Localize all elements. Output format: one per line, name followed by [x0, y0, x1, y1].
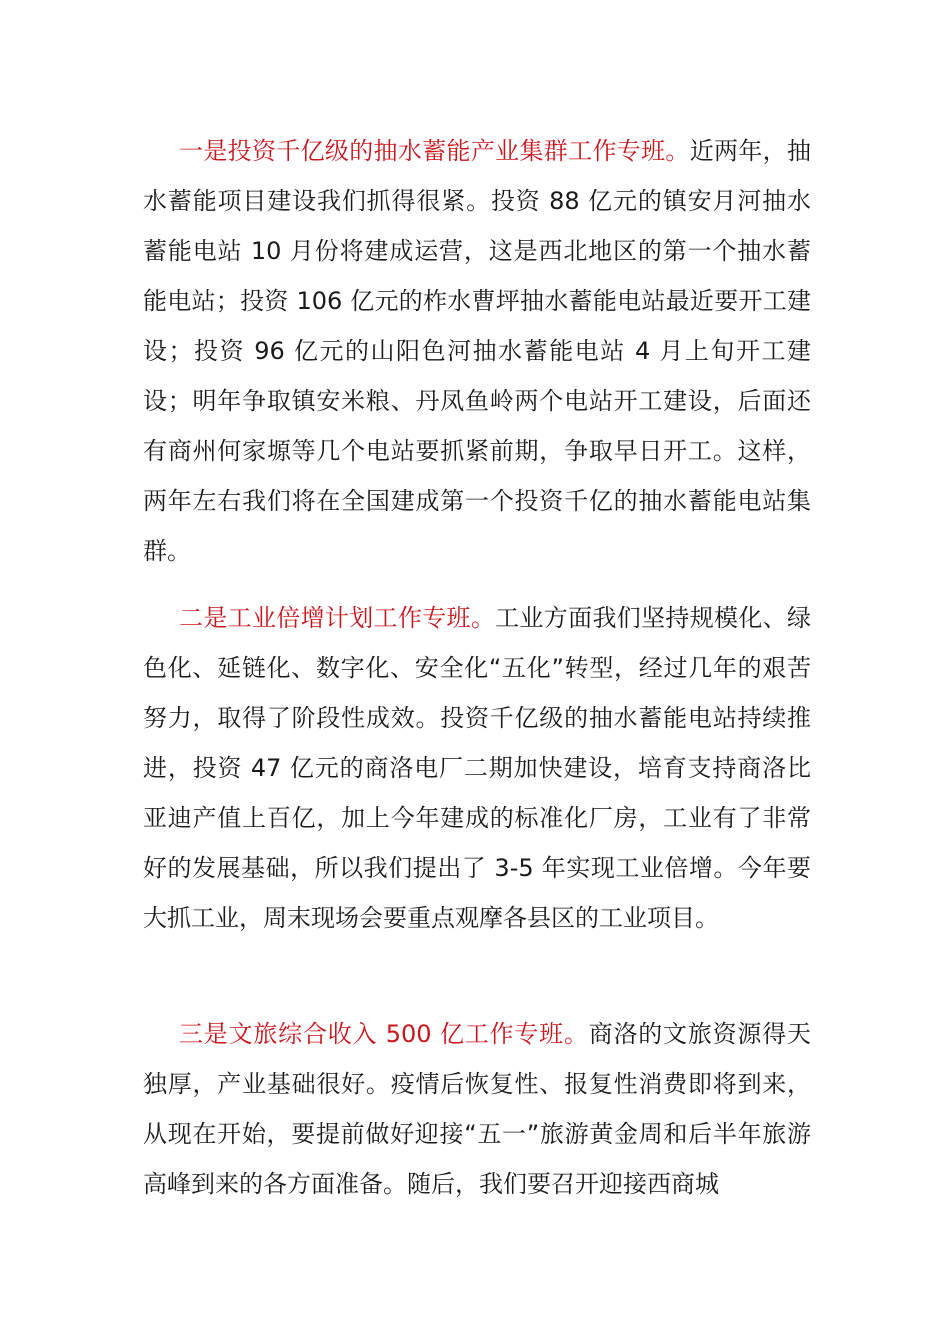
paragraph-heading: 三是文旅综合收入 500 亿工作专班。: [179, 1020, 589, 1048]
paragraph-body: 工业方面我们坚持规模化、绿色化、延链化、数字化、安全化“五化”转型，经过几年的艰苦努力，取得了阶段性成效。投资千亿级的抽水蓄能电站持续推进，投资 47 亿元的商洛电厂二期加快建设，培育支持商洛比亚迪产值上百亿，加上今年建成的标准化厂房，工业有了非常好的发展基础，所以我们提出了 3-5 年实现工业倍增。今年要大抓工业，周末现场会要重点观摩各县区的工业项目。: [143, 604, 812, 932]
paragraph-culture-tourism: [143, 1009, 811, 1209]
paragraph-pumped-storage: [143, 126, 811, 576]
paragraph-body: 商洛的文旅资源得天独厚，产业基础很好。疫情后恢复性、报复性消费即将到来，从现在开始，要提前做好迎接“五一”旅游黄金周和后半年旅游高峰到来的各方面准备。随后，我们要召开迎接西商城: [143, 1020, 811, 1198]
paragraph-heading: 二是工业倍增计划工作专班。: [179, 604, 496, 632]
paragraph-heading: 一是投资千亿级的抽水蓄能产业集群工作专班。: [179, 137, 690, 165]
paragraph-industry-doubling: [143, 593, 811, 943]
paragraph-body: 近两年，抽水蓄能项目建设我们抓得很紧。投资 88 亿元的镇安月河抽水蓄能电站 10 月份将建成运营，这是西北地区的第一个抽水蓄能电站；投资 106 亿元的柞水曹坪抽水蓄能电站最近要开工建设；投资 96 亿元的山阳色河抽水蓄能电站 4 月上旬开工建设；明年争取镇安米粮、丹凤鱼岭两个电站开工建设，后面还有商州何家塬等几个电站要抓紧前期，争取早日开工。这样，两年左右我们将在全国建成第一个投资千亿的抽水蓄能电站集群。: [143, 137, 811, 565]
